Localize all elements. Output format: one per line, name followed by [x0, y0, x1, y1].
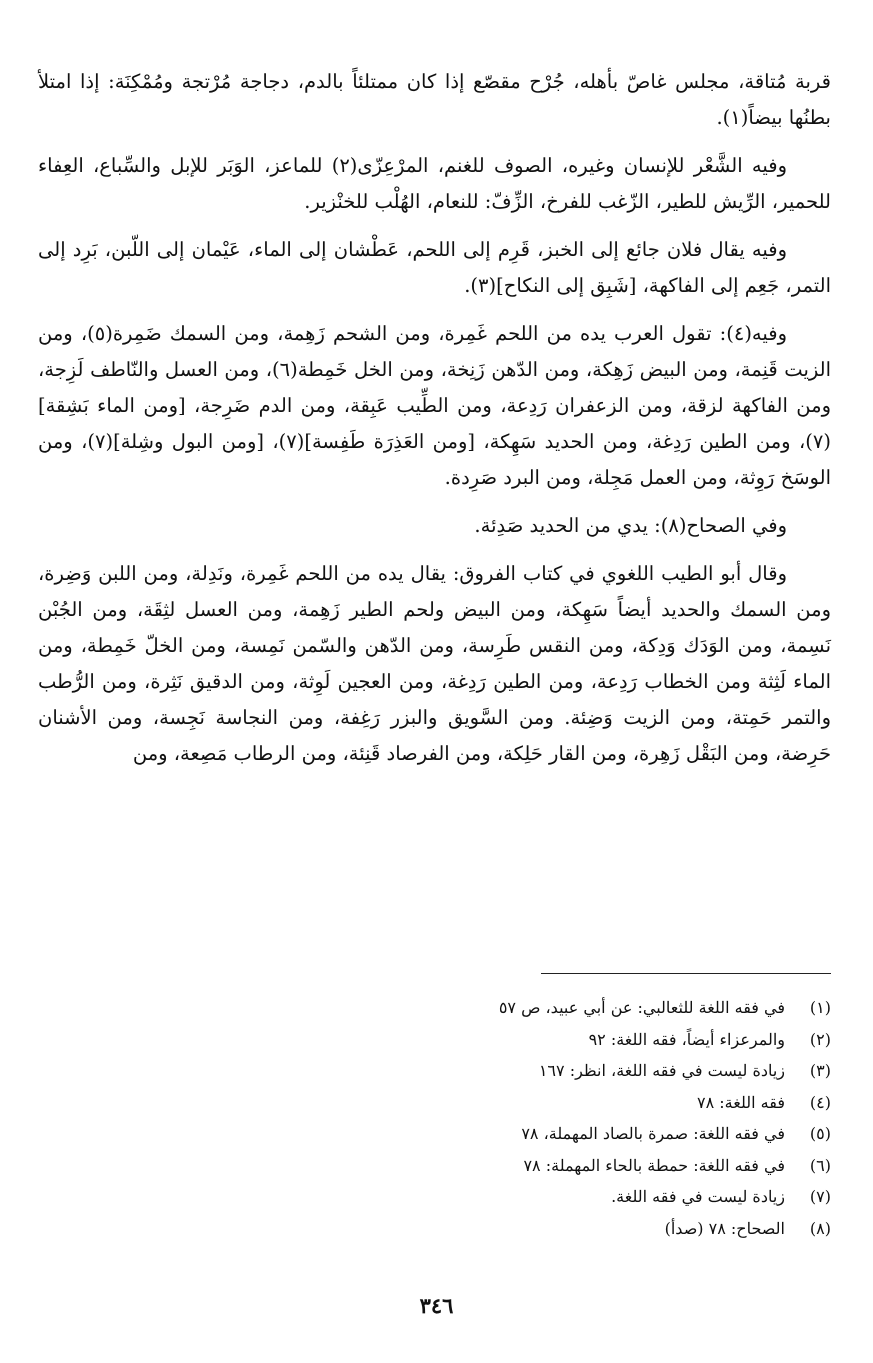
footnote-item	[200, 1213, 831, 1245]
footnote-text: زيادة ليست في فقه اللغة.	[611, 1187, 785, 1206]
footnote-number: (٨)	[809, 1218, 831, 1238]
footnote-separator	[541, 973, 831, 974]
footnote-number: (٣)	[809, 1061, 831, 1080]
footnote-item	[200, 1087, 831, 1119]
page-number: ٣٤٦	[419, 1293, 454, 1318]
paragraph-1: قربة مُتاقة، مجلس غاصّ بأهله، جُرْح مقصّع إذا كان ممتلئاً بالدم، دجاجة مُرْتجة ومُمْكِنَة: إذا امتلأ بطنُها بيضاً(١).	[38, 70, 831, 129]
footnote-item	[200, 1150, 831, 1182]
footnotes-list	[200, 992, 831, 1244]
footnote-item	[200, 1181, 831, 1213]
footnote-item	[200, 992, 831, 1024]
footnote-item	[200, 1055, 831, 1087]
footnote-text: زيادة ليست في فقه اللغة، انظر: ١٦٧	[538, 1061, 785, 1080]
paragraph-2: وفيه الشَّعْر للإنسان وغيره، الصوف للغنم، المرْعِزّى(٢) للماعز، الوَبَر للإبل والسِّباع، العِفاء للحمير، الرِّيش للطير، الزّغب للفرخ، الزِّفّ: للنعام، الهُلْب للخنْزير.	[38, 154, 831, 213]
footnote-text: والمرعزاء أيضاً، فقه اللغة: ٩٢	[588, 1029, 785, 1049]
main-text	[38, 64, 831, 784]
footnote-item	[200, 1118, 831, 1150]
footnote-number: (٥)	[809, 1124, 831, 1143]
paragraph-6: وقال أبو الطيب اللغوي في كتاب الفروق: يقال يده من اللحم غَمِرة، ونَدِلة، ومن اللبن وَضِرة، ومن السمك والحديد أيضاً سَهِكة، ومن البيض ولحم الطير زَهِمة، ومن العسل لثِقَة، ومن الجُبْن نَسِمة، ومن الوَدَك وَدِكة، ومن النقس طَرِسة، ومن الدّهن والسّمن نَمِسة، ومن الخلّ خَمِطة، ومن الماء لَثِثة ومن الخطاب رَدِعة، ومن الطين رَدِغة، ومن العجين لَوِثة، ومن الدقيق نَثِرة، ومن الرُّطب والتمر حَمِتة، ومن الزيت وَضِئة. ومن السَّويق والبزر رَغِفة، ومن النجاسة نَجِسة، ومن الأشنان حَرِضة، ومن البَقْل زَهِرة، ومن القار حَلِكة، ومن الفرصاد قَنِئة، ومن الرطاب مَصِعة، ومن	[38, 562, 831, 765]
paragraph-5: وفي الصحاح(٨): يدي من الحديد صَدِئة.	[474, 514, 787, 537]
footnote-number: (١)	[809, 998, 831, 1017]
footnote-item	[200, 1024, 831, 1056]
footnote-text: فقه اللغة: ٧٨	[697, 1092, 785, 1112]
footnote-number: (٦)	[809, 1155, 831, 1175]
footnote-text: في فقه اللغة: حمطة بالحاء المهملة: ٧٨	[523, 1155, 785, 1175]
footnote-number: (٤)	[809, 1092, 831, 1112]
footnote-text: في فقه اللغة للثعالبي: عن أبي عبيد، ص ٥٧	[498, 998, 785, 1017]
footnote-text: في فقه اللغة: صمرة بالصاد المهملة، ٧٨	[521, 1124, 785, 1143]
footnote-number: (٢)	[809, 1029, 831, 1049]
footnote-text: الصحاح: ٧٨ (صدأ)	[664, 1218, 785, 1238]
paragraph-4: وفيه(٤): تقول العرب يده من اللحم غَمِرة، ومن الشحم زَهِمة، ومن السمك ضَمِرة(٥)، ومن الزيت قَنِمة، ومن البيض زَهِكة، ومن الدّهن زَنِخة، ومن الخل خَمِطة(٦)، ومن العسل والنّاطف لَزِجة، ومن الفاكهة لزقة، ومن الزعفران رَدِعة، ومن الطِّيب عَبِقة، ومن الدم ضَرِجة، [ومن الماء بَشِقة](٧)، ومن الطين رَدِغة، ومن الحديد سَهِكة، [ومن العَذِرَة طَفِسة](٧)، [ومن البول وشِلة](٧)، ومن الوسَخ رَوِثة، ومن العمل مَجِلة، ومن البرد صَرِدة.	[38, 322, 831, 489]
footnote-number: (٧)	[809, 1187, 831, 1206]
paragraph-3: وفيه يقال فلان جائع إلى الخبز، قَرِم إلى اللحم، عَطْشان إلى الماء، عَيْمان إلى اللّبن، بَرِد إلى التمر، جَعِم إلى الفاكهة، [شَبِق إلى النكاح](٣).	[38, 238, 831, 297]
